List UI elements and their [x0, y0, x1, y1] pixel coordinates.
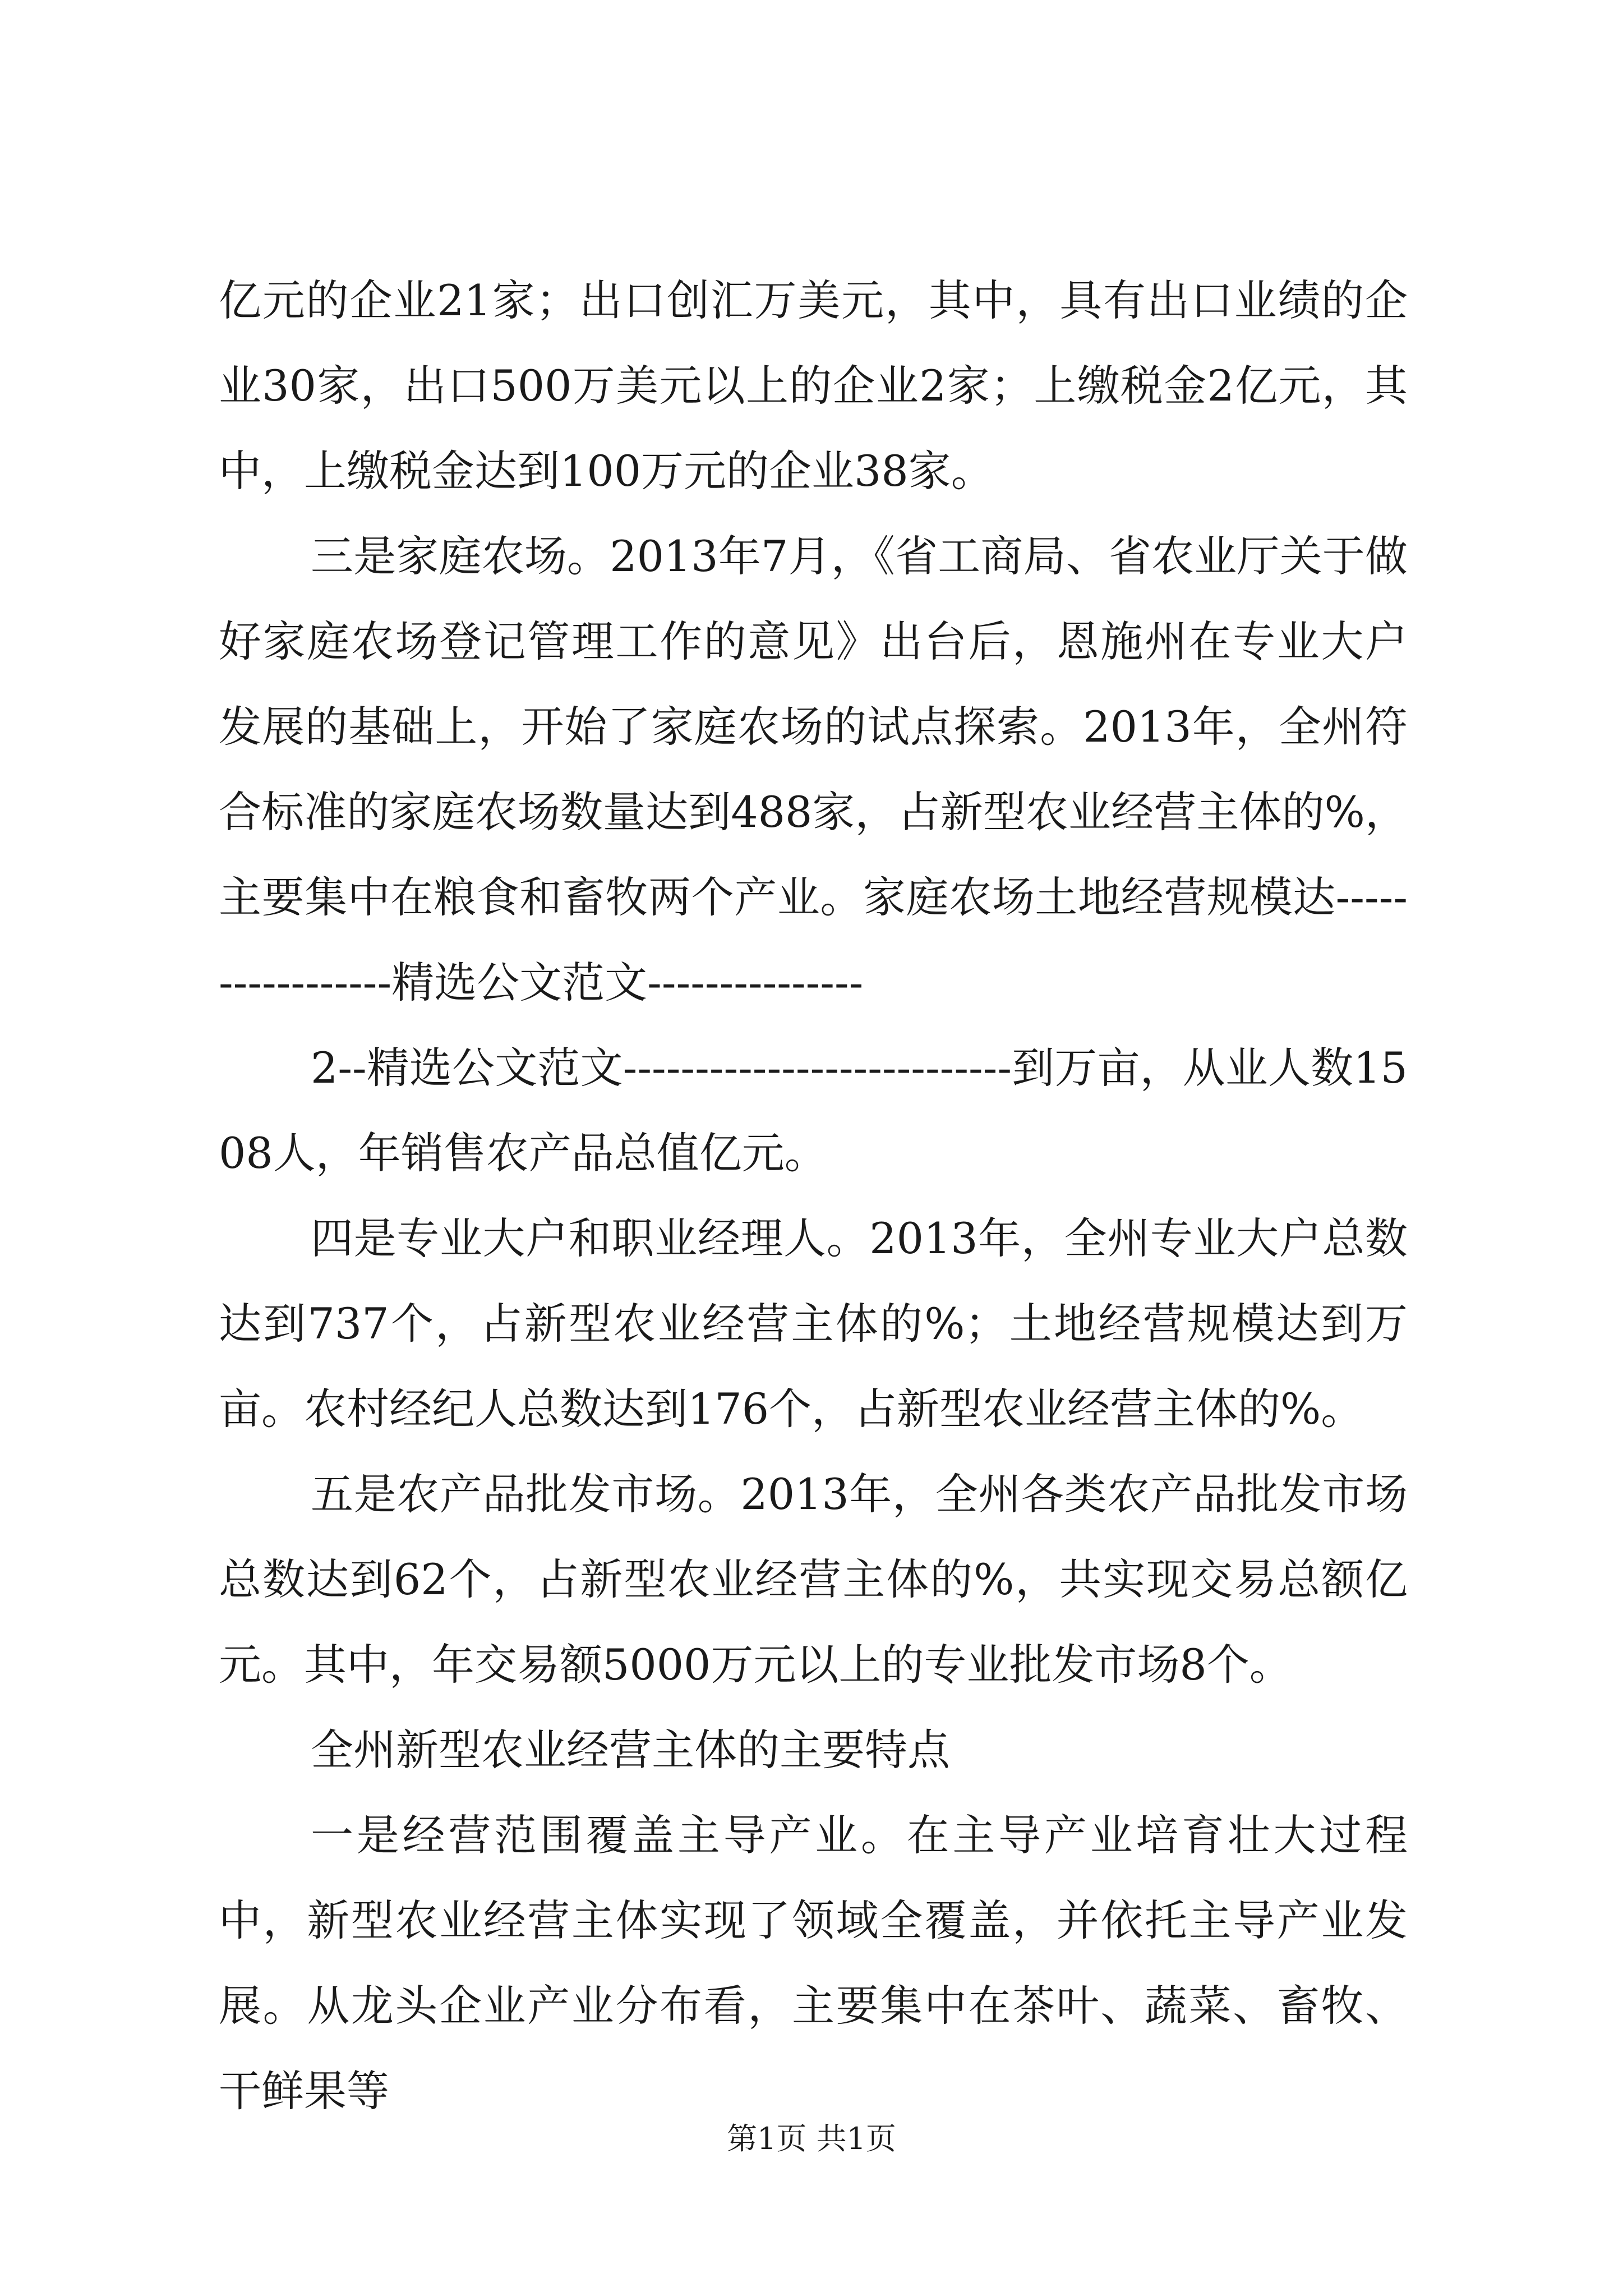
paragraph-2: 三是家庭农场。2013年7月，《省工商局、省农业厅关于做好家庭农场登记管理工作的意见》出台后，恩施州在专业大户发展的基础上，开始了家庭农场的试点探索。2013年，全州符合标准的家庭农场数量达到488家，占新型农业经营主体的%，主要集中在粮食和畜牧两个产业。家庭农场土地经营规模达-----------------精选公文范文---------------	[219, 531, 1408, 1007]
paragraph-4: 四是专业大户和职业经理人。2013年，全州专业大户总数达到737个，占新型农业经营主体的%；土地经营规模达到万亩。农村经纪人总数达到176个，占新型农业经营主体的%。	[219, 1213, 1408, 1434]
paragraph-6: 一是经营范围覆盖主导产业。在主导产业培育壮大过程中，新型农业经营主体实现了领域全覆盖，并依托主导产业发展。从龙头企业产业分布看，主要集中在茶叶、蔬菜、畜牧、干鲜果等	[219, 1810, 1408, 2116]
section-heading: 全州新型农业经营主体的主要特点	[311, 1725, 950, 1775]
page-footer: 第1页 共1页	[727, 2121, 896, 2156]
paragraph-1: 亿元的企业21家；出口创汇万美元，其中，具有出口业绩的企业30家，出口500万美元以上的企业2家；上缴税金2亿元，其中，上缴税金达到100万元的企业38家。	[219, 275, 1408, 496]
paragraph-3: 2--精选公文范文---------------------------到万亩，从业人数1508人，年销售农产品总值亿元。	[219, 1043, 1408, 1178]
document-body	[219, 258, 1408, 2134]
paragraph-5: 五是农产品批发市场。2013年，全州各类农产品批发市场总数达到62个，占新型农业经营主体的%，共实现交易总额亿元。其中，年交易额5000万元以上的专业批发市场8个。	[219, 1469, 1408, 1690]
